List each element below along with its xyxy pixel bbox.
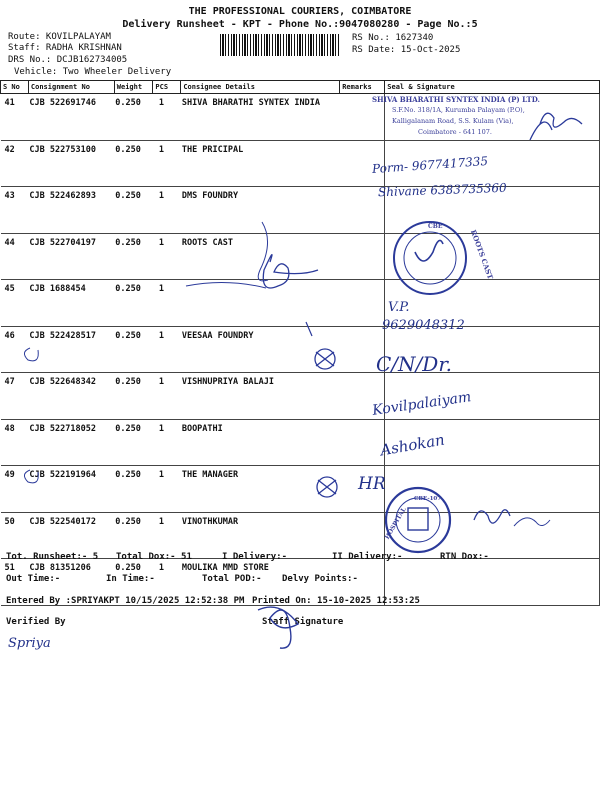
printed-on: Printed On: 15-10-2025 12:53:25 [252, 596, 420, 606]
row-sno: 44 [1, 233, 29, 280]
total-dox: Total Dox:- 51 [116, 552, 192, 562]
handwriting-row43: Porm- 9677417335 [371, 153, 489, 177]
row-sno: 45 [1, 280, 29, 327]
staff-signature-ink [258, 607, 298, 648]
row-consignment-no: CJB 522428517 [28, 326, 114, 373]
row-consignment-no: CJB 522704197 [28, 233, 114, 280]
row-consignee: DMS FOUNDRY [181, 187, 340, 234]
row-seal-signature [385, 512, 600, 559]
delvy-points: Delvy Points:- [282, 574, 358, 584]
entered-by: Entered By :SPRIYAKPT 10/15/2025 12:52:38 PM [6, 596, 245, 606]
row-sno: 47 [1, 373, 29, 420]
table-row [1, 233, 600, 280]
drs-label: DRS No.: DCJB162734005 [8, 55, 128, 65]
table-row [1, 280, 600, 327]
row-pcs: 1 [153, 373, 181, 420]
row-weight: 0.250 [114, 233, 153, 280]
row-weight: 0.250 [114, 559, 153, 606]
vehicle-label: Vehicle: Two Wheeler Delivery [14, 67, 172, 77]
row-pcs: 1 [153, 512, 181, 559]
route-label: Route: KOVILPALAYAM [8, 32, 111, 42]
row-pcs: 1 [153, 326, 181, 373]
row-consignee: THE PRICIPAL [181, 140, 340, 187]
shiva-stamp-line3: Kalligalanam Road, S.S. Kulam (Via), [392, 117, 514, 125]
table-row [1, 140, 600, 187]
row-consignment-no: CJB 81351206 [28, 559, 114, 606]
row-consignee: VINOTHKUMAR [181, 512, 340, 559]
row-consignment-no: CJB 522648342 [28, 373, 114, 420]
staff-signature: Staff Signature [262, 617, 344, 627]
company-title: THE PROFESSIONAL COURIERS, COIMBATORE [188, 6, 412, 17]
row-sno: 48 [1, 419, 29, 466]
handwriting-row43b: Shivane 6383735360 [377, 180, 507, 200]
out-time: Out Time:- [6, 574, 61, 584]
row-weight: 0.250 [114, 94, 153, 141]
in-time: In Time:- [106, 574, 155, 584]
row-sno: 43 [1, 187, 29, 234]
row-consignee: VEESAA FOUNDRY [181, 326, 340, 373]
shiva-stamp-line4: Coimbatore - 641 107. [418, 128, 492, 136]
row-consignment-no: CJB 522191964 [28, 466, 114, 513]
col-consignment: Consignment No [28, 81, 114, 94]
total-runsheet: Tot. Runsheet:- 5 [6, 552, 99, 562]
verified-by: Verified By [6, 617, 66, 627]
row-sno: 49 [1, 466, 29, 513]
barcode [220, 34, 340, 56]
rtn-dox: RTN Dox:- [440, 552, 489, 562]
row-pcs: 1 [153, 466, 181, 513]
row-weight: 0.250 [114, 326, 153, 373]
table-row [1, 187, 600, 234]
handwriting-row47: C/N/Dr. [376, 352, 453, 376]
row-consignee: MOULIKA MMD STORE [181, 559, 340, 606]
roots-stamp-city: CBE [428, 223, 443, 230]
handwriting-row46b: 9629048312 [382, 318, 465, 333]
verifier-signature: Spriya [8, 636, 51, 651]
row-consignment-no: CJB 522691746 [28, 94, 114, 141]
row-consignee: VISHNUPRIYA BALAJI [181, 373, 340, 420]
shiva-stamp-line1: SHIVA BHARATHI SYNTEX INDIA (P) LTD. [372, 95, 540, 104]
ii-delivery: II Delivery:- [332, 552, 403, 562]
table-row [1, 419, 600, 466]
row-pcs: 1 [153, 419, 181, 466]
row-sno: 51 [1, 559, 29, 606]
roots-stamp-label: ROOTS CAST [468, 228, 496, 281]
row-remarks [340, 280, 385, 327]
row-remarks [340, 419, 385, 466]
runsheet-table [0, 80, 600, 606]
row-weight: 0.250 [114, 280, 153, 327]
total-pod: Total POD:- [202, 574, 262, 584]
row-sno: 41 [1, 94, 29, 141]
row-consignment-no: CJB 522540172 [28, 512, 114, 559]
row-weight: 0.250 [114, 512, 153, 559]
staff-label: Staff: RADHA KRISHNAN [8, 43, 122, 53]
row-seal-signature [385, 466, 600, 513]
row-weight: 0.250 [114, 419, 153, 466]
row-consignment-no: CJB 522462893 [28, 187, 114, 234]
row-consignment-no: CJB 1688454 [28, 280, 114, 327]
row-weight: 0.250 [114, 187, 153, 234]
row-pcs: 1 [153, 94, 181, 141]
table-row [1, 466, 600, 513]
rs-date: RS Date: 15-Oct-2025 [352, 45, 461, 55]
i-delivery: I Delivery:- [222, 552, 288, 562]
col-consignee: Consignee Details [181, 81, 340, 94]
row-pcs: 1 [153, 140, 181, 187]
row-sno: 50 [1, 512, 29, 559]
row-weight: 0.250 [114, 140, 153, 187]
shiva-stamp-line2: S.F.No. 318/1A, Kurumba Palayam (P.O), [392, 106, 525, 114]
row-pcs: 1 [153, 187, 181, 234]
col-seal: Seal & Signature [385, 81, 600, 94]
row-consignee: ROOTS CAST [181, 233, 340, 280]
hospital-stamp-city: CBE-107 [414, 496, 442, 502]
row-consignee: SHIVA BHARATHI SYNTEX INDIA [181, 94, 340, 141]
row-consignment-no: CJB 522718052 [28, 419, 114, 466]
col-pcs: PCS [153, 81, 181, 94]
rs-number: RS No.: 1627340 [352, 33, 434, 43]
col-sno: S No [1, 81, 29, 94]
row-pcs: 1 [153, 559, 181, 606]
handwriting-row48: Kovilpalaiyam [371, 389, 473, 419]
runsheet-subtitle: Delivery Runsheet - KPT - Phone No.:9047080280 - Page No.:5 [122, 19, 478, 30]
table-row [1, 326, 600, 373]
row-pcs: 1 [153, 233, 181, 280]
row-consignment-no: CJB 522753100 [28, 140, 114, 187]
row-sno: 46 [1, 326, 29, 373]
handwriting-row50: HR [358, 474, 386, 494]
handwriting-row49: Ashokan [378, 430, 446, 460]
hospital-stamp-label: HOSPITAL [383, 506, 408, 541]
row-weight: 0.250 [114, 466, 153, 513]
row-remarks [340, 233, 385, 280]
row-consignee [181, 280, 340, 327]
row-consignee: BOOPATHI [181, 419, 340, 466]
table-header-row [1, 81, 600, 94]
handwriting-row46a: V.P. [388, 300, 410, 315]
table-row [1, 373, 600, 420]
col-weight: Weight [114, 81, 153, 94]
row-consignee: THE MANAGER [181, 466, 340, 513]
row-sno: 42 [1, 140, 29, 187]
row-pcs: 1 [153, 280, 181, 327]
row-weight: 0.250 [114, 373, 153, 420]
col-remarks: Remarks [340, 81, 385, 94]
